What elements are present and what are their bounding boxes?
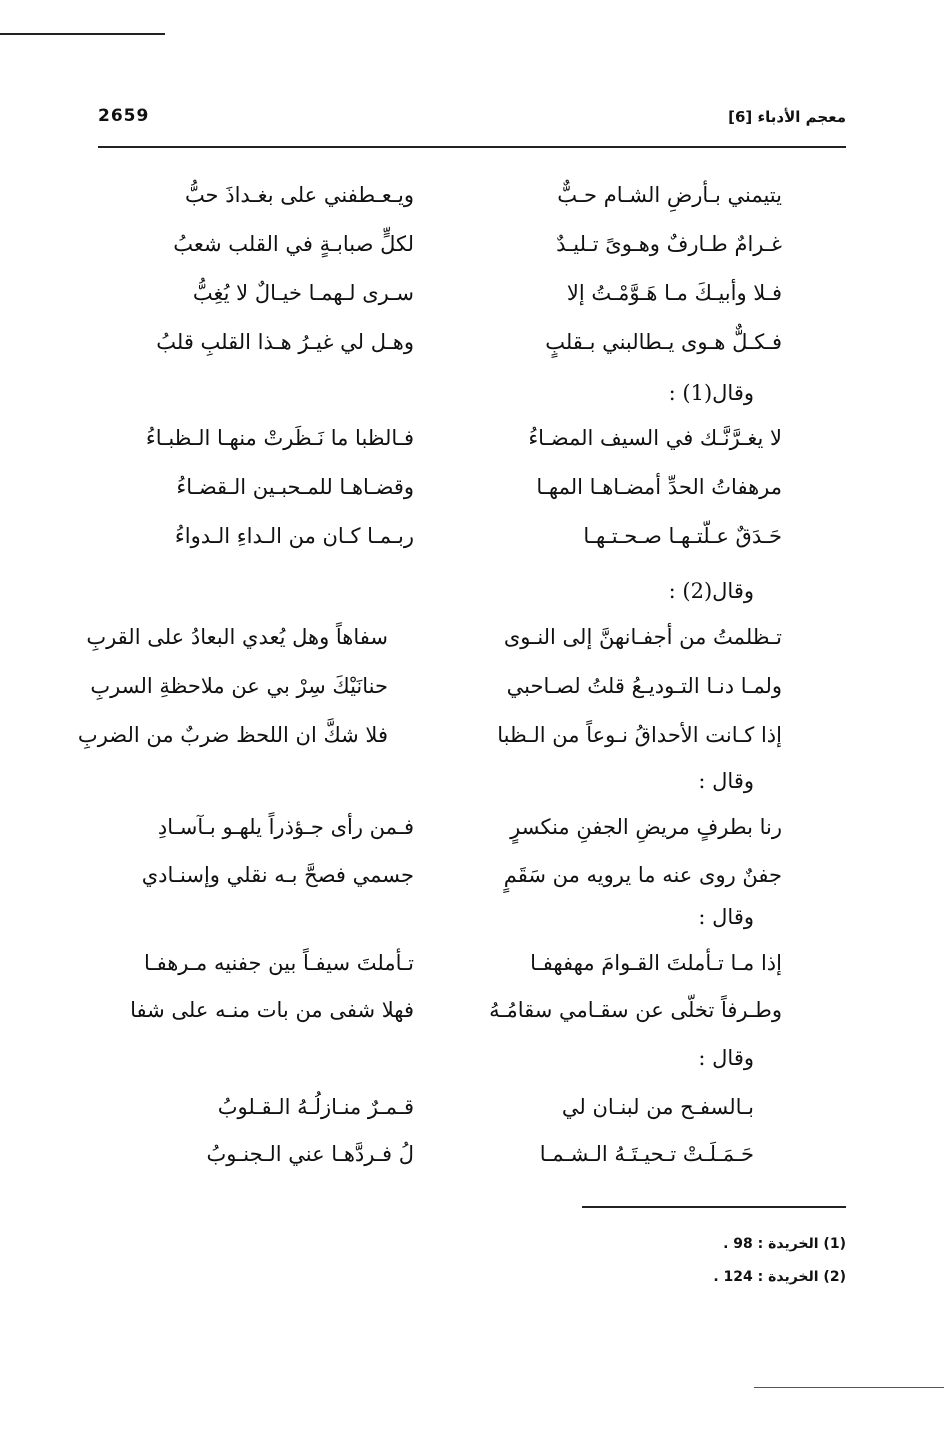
verse-second-hemistich: تـأملتَ سيفـاً بين جفنيه مـرهفـا <box>144 951 414 975</box>
poem-intro: وقال(2) : <box>668 579 754 603</box>
verse-first-hemistich: لا يغـرَّنَّـك في السيف المضـاءُ <box>528 426 782 450</box>
scan-edge-line-bottom <box>754 1387 944 1388</box>
verse-first-hemistich: حَـمَـلَـتْ تـحيـتَـهُ الـشـمـا <box>539 1142 754 1166</box>
poem-intro: وقال : <box>698 1046 754 1070</box>
verse-first-hemistich: غـرامٌ طـارفٌ وهـوىً تـليـدٌ <box>556 232 782 256</box>
verse-first-hemistich: حَـدَقٌ عـلّتـهـا صـحـتـهـا <box>583 524 782 548</box>
verse-first-hemistich: فـكـلٌّ هـوى يـطالبني بـقلبٍ <box>545 330 782 354</box>
verse-second-hemistich: فـالظبا ما نَـظَرتْ منهـا الـظبـاءُ <box>145 426 414 450</box>
poem-intro: وقال : <box>698 769 754 793</box>
poem-intro: وقال : <box>698 905 754 929</box>
verse-first-hemistich: بـالسفـح من لبنـان لي <box>561 1095 754 1119</box>
verse-second-hemistich: ويـعـطفني على بغـداذَ حبُّ <box>184 183 414 207</box>
verse-second-hemistich: جسمي فصحَّ بـه نقلي وإسنـادي <box>141 863 414 887</box>
verse-second-hemistich: فـمن رأى جـؤذراً يلهـو بـآسـادِ <box>157 815 414 839</box>
running-head: معجم الأدباء [6] <box>728 108 846 126</box>
verse-first-hemistich: وطـرفاً تخلّى عن سقـامي سقامُـهُ <box>489 998 782 1022</box>
verse-second-hemistich: قـمـرٌ منـازلُـهُ الـقـلوبُ <box>217 1095 414 1119</box>
verse-first-hemistich: ولمـا دنـا التـوديـعُ قلتُ لصـاحبي <box>506 674 782 698</box>
verse-second-hemistich: فهلا شفى من بات منـه على شفا <box>130 998 414 1022</box>
page-number: 2659 <box>98 106 150 126</box>
verse-first-hemistich: إذا كـانت الأحداقُ نـوعاً من الـظبا <box>497 723 782 747</box>
verse-second-hemistich: ربـمـا كـان من الـداءِ الـدواءُ <box>174 524 414 548</box>
verse-second-hemistich: وقضـاهـا للمـحبـين الـقضـاءُ <box>176 475 414 499</box>
verse-second-hemistich: لكلٍّ صبابـةٍ في القلب شعبُ <box>173 232 414 256</box>
verse-first-hemistich: رنا بطرفٍ مريضِ الجفنِ منكسرٍ <box>510 815 782 839</box>
verse-first-hemistich: جفنٌ روى عنه ما يرويه من سَقَمٍ <box>503 863 782 887</box>
verse-first-hemistich: تـظلمتُ من أجفـانهنَّ إلى النـوى <box>503 625 782 649</box>
verse-second-hemistich: سـرى لـهمـا خيـالٌ لا يُغِبُّ <box>192 281 414 305</box>
footnote: (1) الخريدة : 98 . <box>723 1236 846 1252</box>
verse-first-hemistich: يتيمني بـأرضِ الشـام حـبٌّ <box>557 183 782 207</box>
verse-second-hemistich: سفاهاً وهل يُعدي البعادُ على القربِ <box>86 625 388 649</box>
verse-second-hemistich: وهـل لي غيـرُ هـذا القلبِ قلبُ <box>156 330 414 354</box>
verse-first-hemistich: إذا مـا تـأملتَ القـوامَ مهفهفـا <box>530 951 782 975</box>
footnote-rule <box>582 1206 846 1208</box>
verse-second-hemistich: فلا شكَّ ان اللحظ ضربٌ من الضربِ <box>77 723 388 747</box>
footnote: (2) الخريدة : 124 . <box>713 1269 846 1285</box>
verse-first-hemistich: مرهفاتُ الحدِّ أمضـاهـا المهـا <box>536 475 782 499</box>
poem-intro: وقال(1) : <box>668 381 754 405</box>
verse-second-hemistich: لُ فـردَّهـا عني الـجنـوبُ <box>206 1142 414 1166</box>
verse-first-hemistich: فـلا وأبيـكَ مـا هَـوَّمْـتُ إلا <box>566 281 782 305</box>
verse-second-hemistich: حنانَيْكَ سِرْ بي عن ملاحظةِ السربِ <box>90 674 388 698</box>
